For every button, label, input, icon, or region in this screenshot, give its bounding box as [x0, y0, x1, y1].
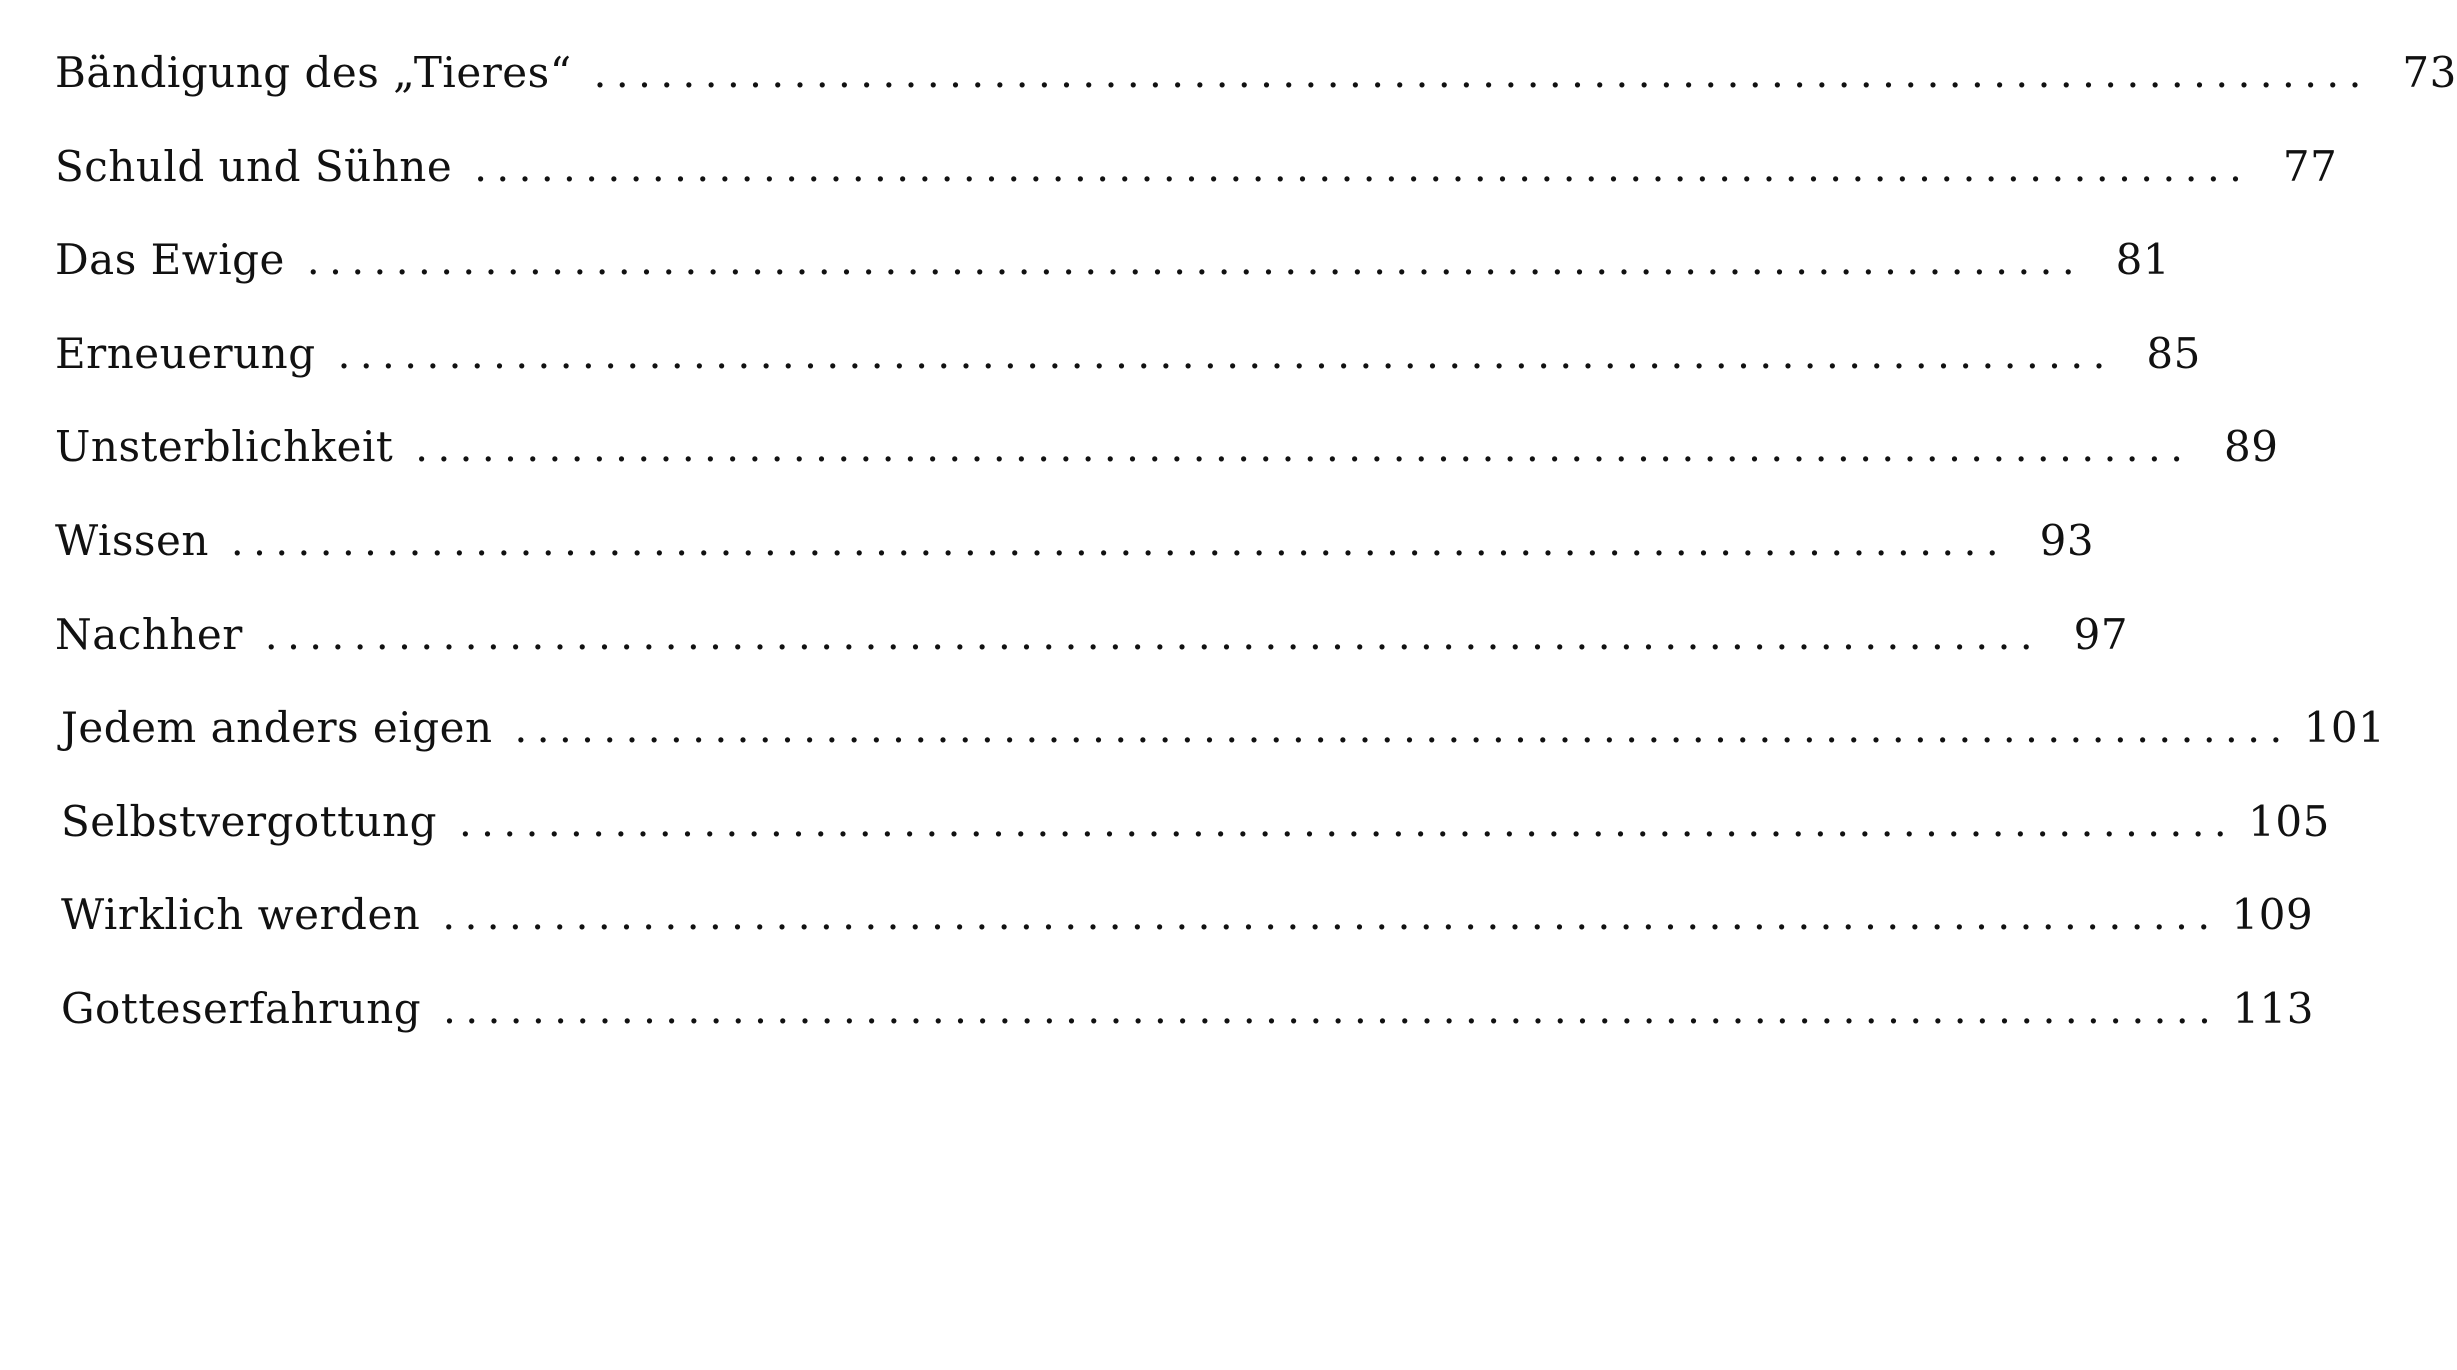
toc-entry [55, 890, 2314, 984]
dot-leader: ................................................................................ [442, 893, 2220, 940]
toc-entry-page: 77 [2282, 141, 2338, 191]
toc-entry-page: 93 [2039, 515, 2095, 565]
toc-entry-title: Wirklich werden [61, 890, 421, 940]
toc-entry-title: Schuld und Sühne [55, 141, 453, 191]
toc-entry [55, 983, 2314, 1078]
dot-leader: ................................................................................ [474, 144, 2252, 191]
dot-leader: ................................................................................ [264, 612, 2043, 659]
dot-leader: ................................................................................ [593, 51, 2371, 97]
dot-leader: ................................................................................ [337, 331, 2115, 378]
toc-entry [55, 796, 2330, 891]
toc-entry-title: Nachher [55, 609, 243, 659]
toc-entry [55, 328, 2201, 423]
dot-leader: ................................................................................ [458, 799, 2237, 846]
dot-leader: ................................................................................ [443, 986, 2221, 1033]
toc-entry [55, 235, 2171, 329]
toc-entry [55, 48, 2457, 142]
toc-entry [55, 422, 2279, 516]
toc-entry-title: Jedem anders eigen [61, 703, 493, 753]
toc-entry-title: Gotteserfahrung [61, 983, 422, 1033]
toc-entry-page: 113 [2232, 983, 2314, 1033]
toc-entry-page: 73 [2402, 48, 2457, 97]
dot-leader: ................................................................................ [514, 706, 2292, 753]
toc-entry-title: Das Ewige [55, 235, 285, 285]
toc-entry-page: 97 [2073, 609, 2129, 659]
toc-entry-title: Wissen [55, 515, 209, 565]
toc-entry-page: 101 [2303, 703, 2386, 753]
dot-leader: ................................................................................ [230, 518, 2009, 565]
toc-entry-title: Bändigung des „Tieres“ [55, 48, 572, 97]
toc-entry-page: 81 [2115, 235, 2171, 285]
toc-entry-title: Erneuerung [55, 328, 316, 378]
table-of-contents [55, 48, 2457, 1078]
toc-entry-title: Unsterblichkeit [55, 422, 394, 472]
toc-entry-page: 85 [2146, 328, 2201, 378]
toc-entry [55, 703, 2386, 797]
dot-leader: ................................................................................ [415, 425, 2193, 472]
toc-entry [55, 141, 2338, 236]
toc-entry [55, 609, 2129, 704]
toc-entry [55, 515, 2095, 610]
dot-leader: ................................................................................ [306, 238, 2085, 285]
toc-entry-title: Selbstvergottung [61, 796, 437, 846]
toc-entry-page: 89 [2223, 422, 2279, 472]
toc-entry-page: 105 [2248, 796, 2330, 846]
toc-entry-page: 109 [2231, 890, 2314, 940]
